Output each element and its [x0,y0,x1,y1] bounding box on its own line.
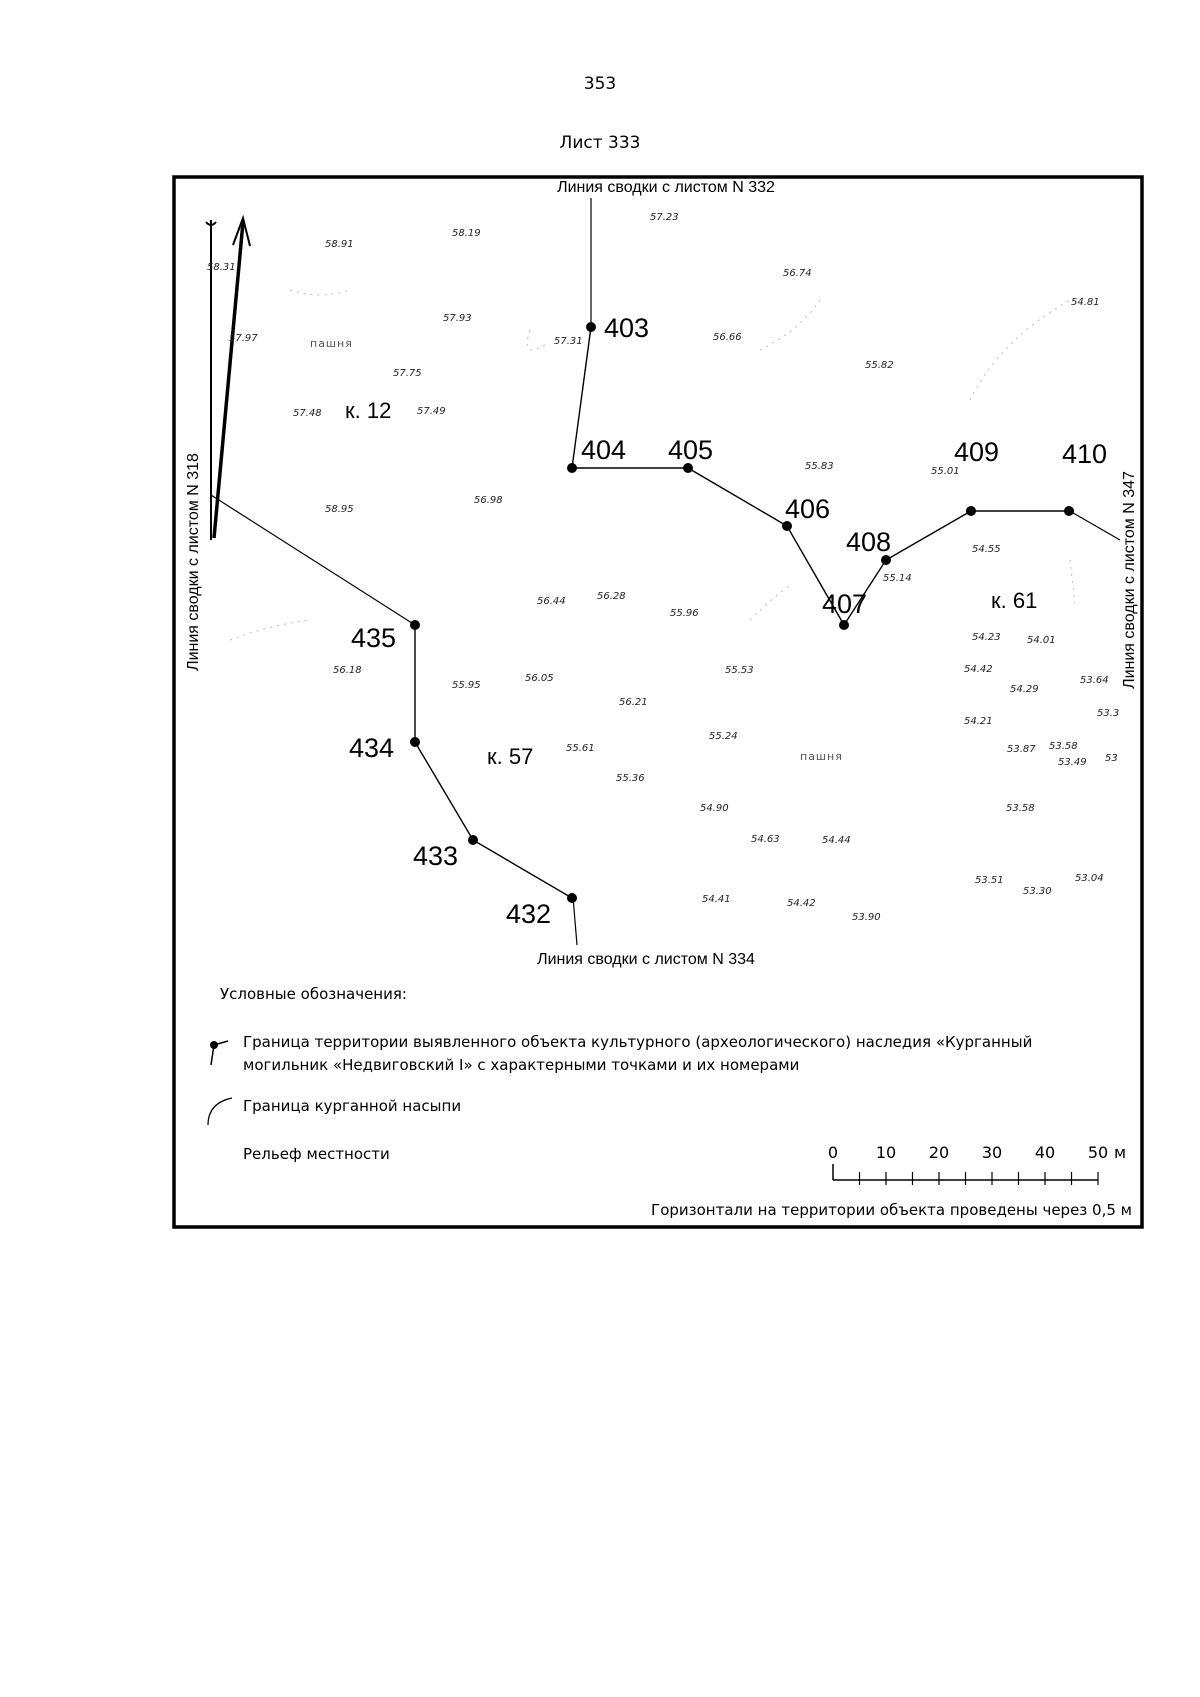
elevation-mark: 54.01 [1027,635,1056,646]
scale-tick-label: 0 [827,1143,839,1162]
elevation-mark: 55.14 [883,573,912,584]
legend-boundary-text-2: могильник «Недвиговский I» с характерными точками и их номерами [243,1056,800,1074]
legend-boundary-symbol [210,1041,228,1065]
legend-relief-text: Рельеф местности [243,1145,390,1163]
elevation-mark: 54.42 [964,664,993,675]
boundary-point-label-403: 403 [604,313,650,343]
boundary-point-label-406: 406 [785,494,831,524]
elevation-mark: 56.66 [713,332,742,343]
scale-tick-label: 20 [928,1143,950,1162]
scale-unit-label: м [1114,1143,1127,1162]
boundary-point-label-409: 409 [954,437,1000,467]
elevation-mark: 53.64 [1080,675,1109,686]
elevation-mark: 54.42 [787,898,816,909]
elevation-mark: 54.55 [972,544,1001,555]
elevation-mark: 58.91 [325,239,354,250]
site-boundary [415,327,1069,898]
elevation-mark: 53.51 [975,875,1004,886]
elevation-mark: 57.93 [443,313,472,324]
elevation-mark: 55.95 [452,680,481,691]
scale-tick-label: 10 [875,1143,897,1162]
elevation-marks [207,212,1119,923]
legend [208,985,1132,1219]
elevation-mark: 57.48 [293,408,322,419]
land-label-pashnya: пашня [310,337,353,350]
elevation-mark: 57.75 [393,368,422,379]
sheet-title: Лист 333 [559,133,641,153]
boundary-points [349,313,1107,929]
kurgan-label-12: к. 12 [345,398,392,423]
elevation-mark: 55.53 [725,665,754,676]
elevation-mark: 53.3 [1097,708,1120,719]
edge-label-left: Линия сводки с листом N 318 [185,453,202,671]
edge-matching-lines [211,198,1120,945]
kurgan-label-57: к. 57 [487,744,534,769]
elevation-mark: 55.36 [616,773,645,784]
boundary-point-label-435: 435 [351,623,397,653]
page-number: 353 [583,74,617,94]
boundary-point-label-410: 410 [1062,439,1108,469]
elevation-mark: 56.28 [597,591,626,602]
boundary-point-407 [839,620,849,630]
elevation-mark: 53.04 [1075,873,1104,884]
legend-mound-text: Граница курганной насыпи [243,1097,462,1115]
land-label-pashnya: пашня [800,750,843,763]
elevation-mark: 55.83 [805,461,834,472]
elevation-mark: 56.44 [537,596,566,607]
edge-label-top: Линия сводки с листом N 332 [557,179,775,196]
elevation-mark: 53.49 [1058,757,1087,768]
boundary-point-409 [966,506,976,516]
elevation-mark: 53.87 [1007,744,1036,755]
boundary-point-410 [1064,506,1074,516]
boundary-point-433 [468,835,478,845]
elevation-mark: 58.19 [452,228,481,239]
elevation-mark: 54.63 [751,834,780,845]
elevation-mark: 53.90 [852,912,881,923]
elevation-mark: 57.49 [417,406,446,417]
elevation-mark: 56.05 [525,673,554,684]
elevation-mark: 55.01 [931,466,960,477]
legend-mound-symbol [208,1098,232,1125]
elevation-mark: 56.21 [619,697,648,708]
elevation-mark: 53.58 [1049,741,1078,752]
boundary-point-403 [586,322,596,332]
legend-contour-note: Горизонтали на территории объекта проведены через 0,5 м [651,1201,1132,1219]
elevation-mark: 55.61 [566,743,595,754]
boundary-point-label-405: 405 [668,435,714,465]
elevation-mark: 54.90 [700,803,729,814]
kurgan-label-61: к. 61 [991,588,1038,613]
elevation-mark: 54.44 [822,835,851,846]
scale-tick-label: 50 [1087,1143,1109,1162]
scale-tick-label: 30 [981,1143,1003,1162]
elevation-mark: 56.98 [474,495,503,506]
elevation-mark: 54.41 [702,894,731,905]
boundary-point-404 [567,463,577,473]
elevation-mark: 57.97 [229,333,258,344]
elevation-mark: 56.18 [333,665,362,676]
elevation-mark: 55.24 [709,731,738,742]
elevation-mark: 53.58 [1006,803,1035,814]
elevation-mark: 53 [1105,753,1118,764]
boundary-point-label-433: 433 [413,841,459,871]
elevation-mark: 54.23 [972,632,1001,643]
elevation-mark: 55.82 [865,360,894,371]
boundary-point-label-404: 404 [581,435,627,465]
elevation-mark: 58.95 [325,504,354,515]
scale-bar [828,1143,1126,1185]
elevation-mark: 54.21 [964,716,993,727]
boundary-point-label-432: 432 [506,899,552,929]
elevation-mark: 54.29 [1010,684,1039,695]
scale-tick-label: 40 [1034,1143,1056,1162]
boundary-point-434 [410,737,420,747]
elevation-mark: 57.23 [650,212,679,223]
boundary-point-label-434: 434 [349,733,395,763]
boundary-point-label-407: 407 [822,589,868,619]
legend-boundary-text-1: Граница территории выявленного объекта культурного (археологического) наследия «Курганный [243,1033,1033,1051]
elevation-mark: 55.96 [670,608,699,619]
boundary-point-435 [410,620,420,630]
boundary-point-432 [567,893,577,903]
legend-title: Условные обозначения: [220,985,407,1003]
elevation-mark: 56.74 [783,268,812,279]
elevation-mark: 57.31 [554,336,583,347]
edge-label-right: Линия сводки с листом N 347 [1121,471,1138,689]
elevation-mark: 53.30 [1023,886,1052,897]
elevation-mark: 58.31 [207,262,236,273]
elevation-mark: 54.81 [1071,297,1100,308]
boundary-point-label-408: 408 [846,527,892,557]
edge-label-bottom: Линия сводки с листом N 334 [537,951,755,968]
